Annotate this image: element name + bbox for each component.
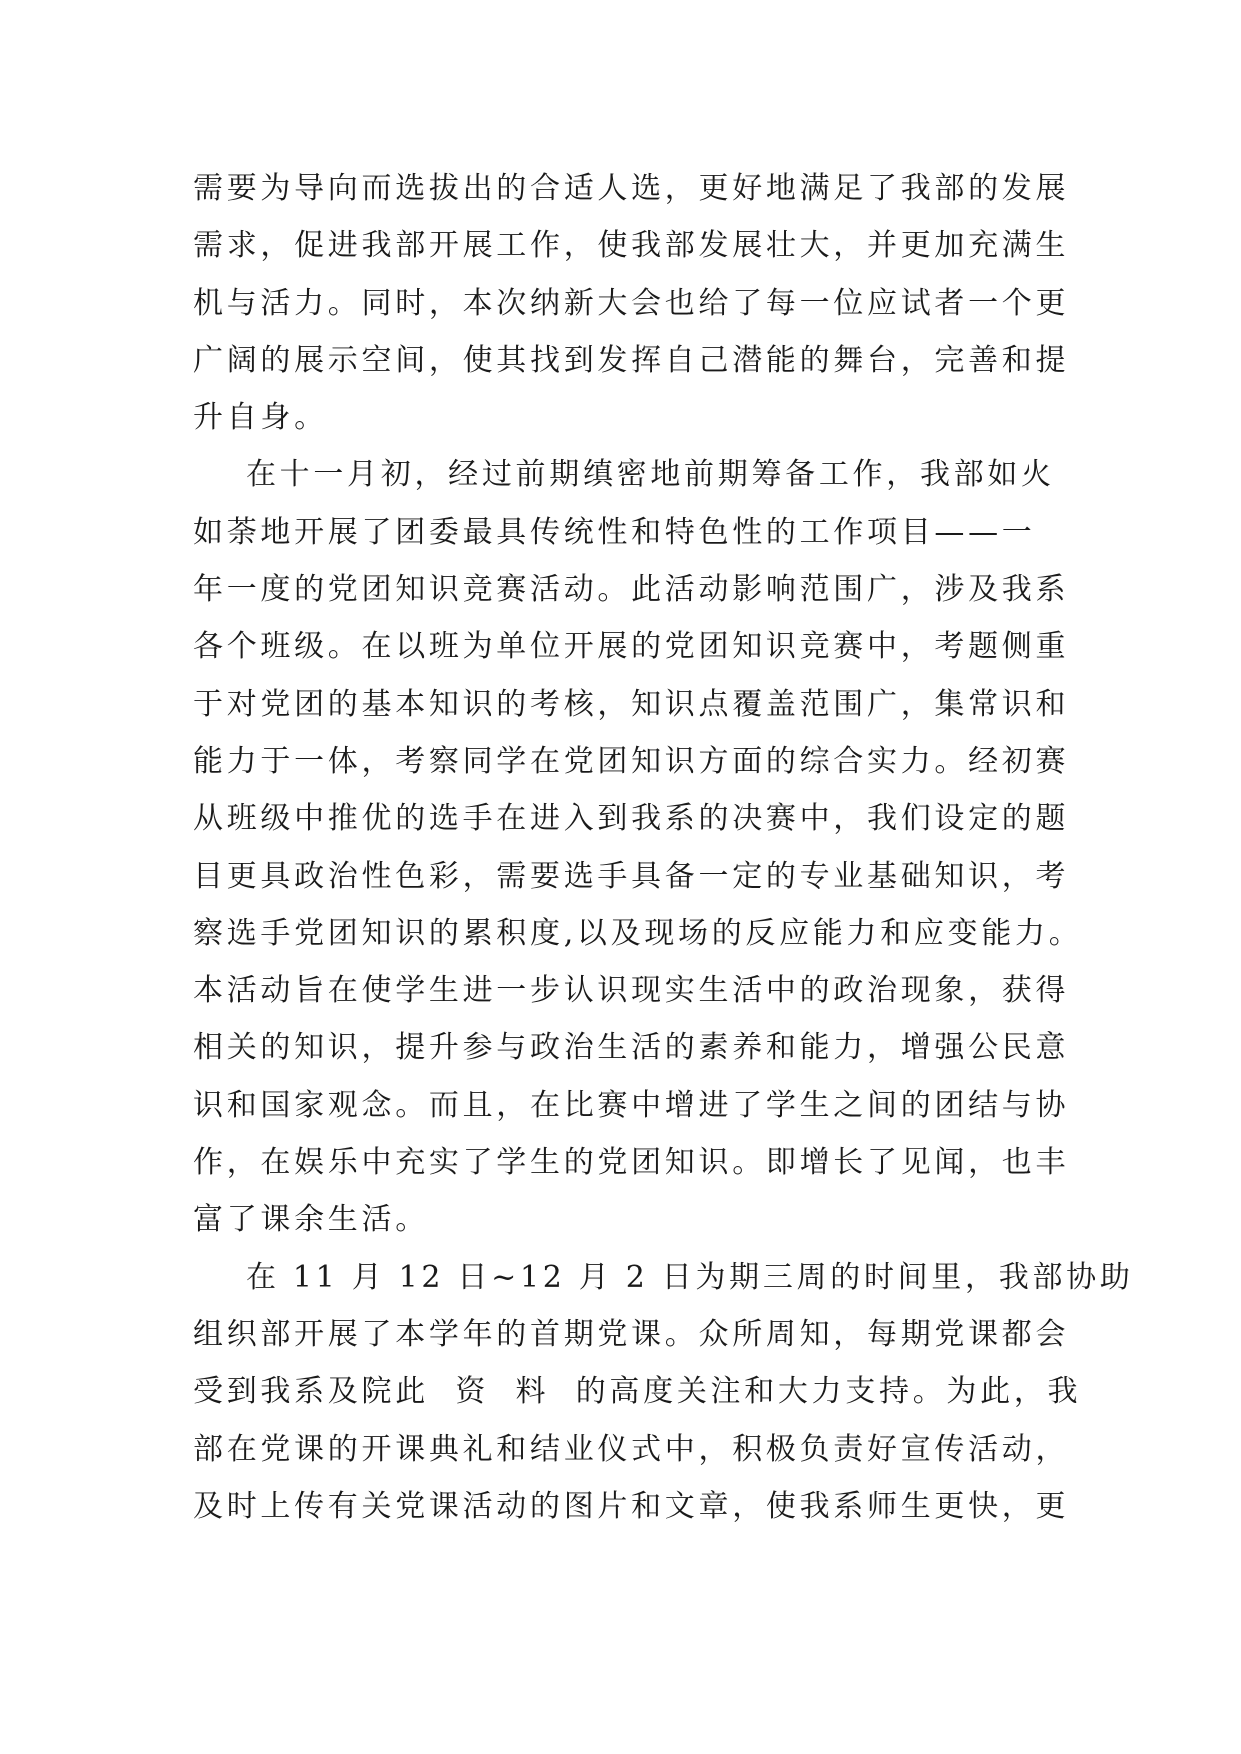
body-text: [193, 160, 1134, 1535]
text-line: 广阔的展示空间，使其找到发挥自己潜能的舞台，完善和提: [193, 342, 1070, 378]
text-line: 在 11 月 12 日~12 月 2 日为期三周的时间里，我部协助: [193, 1259, 1134, 1295]
text-line: 受到我系及院此 资 料 的高度关注和大力支持。为此，我: [193, 1374, 1082, 1410]
text-line: 识和国家观念。而且，在比赛中增进了学生之间的团结与协: [193, 1087, 1070, 1123]
text-line: 需求，促进我部开展工作，使我部发展壮大，并更加充满生: [193, 228, 1070, 264]
text-line: 各个班级。在以班为单位开展的党团知识竞赛中，考题侧重: [193, 629, 1070, 665]
text-line: 升自身。: [193, 400, 328, 436]
text-line: 从班级中推优的选手在进入到我系的决赛中，我们设定的题: [193, 801, 1070, 837]
text-line: 如荼地开展了团委最具传统性和特色性的工作项目——一: [193, 514, 1036, 550]
text-line: 年一度的党团知识竞赛活动。此活动影响范围广，涉及我系: [193, 572, 1070, 608]
text-line: 机与活力。同时，本次纳新大会也给了每一位应试者一个更: [193, 285, 1070, 321]
text-line: 在十一月初，经过前期缜密地前期筹备工作，我部如火: [193, 457, 1055, 493]
text-line: 组织部开展了本学年的首期党课。众所周知，每期党课都会: [193, 1316, 1070, 1352]
text-line: 察选手党团知识的累积度,以及现场的反应能力和应变能力。: [193, 915, 1083, 951]
text-line: 相关的知识，提升参与政治生活的素养和能力，增强公民意: [193, 1030, 1070, 1066]
text-line: 于对党团的基本知识的考核，知识点覆盖范围广，集常识和: [193, 686, 1070, 722]
text-line: 需要为导向而选拔出的合适人选，更好地满足了我部的发展: [193, 171, 1070, 206]
text-line: 及时上传有关党课活动的图片和文章，使我系师生更快，更: [193, 1488, 1070, 1524]
text-line: 部在党课的开课典礼和结业仪式中，积极负责好宣传活动，: [193, 1431, 1070, 1467]
text-line: 能力于一体，考察同学在党团知识方面的综合实力。经初赛: [193, 743, 1070, 779]
text-line: 目更具政治性色彩，需要选手具备一定的专业基础知识，考: [193, 858, 1070, 894]
text-line: 作，在娱乐中充实了学生的党团知识。即增长了见闻，也丰: [193, 1145, 1070, 1181]
text-line: 本活动旨在使学生进一步认识现实生活中的政治现象，获得: [193, 973, 1070, 1009]
text-line: 富了课余生活。: [193, 1202, 429, 1238]
